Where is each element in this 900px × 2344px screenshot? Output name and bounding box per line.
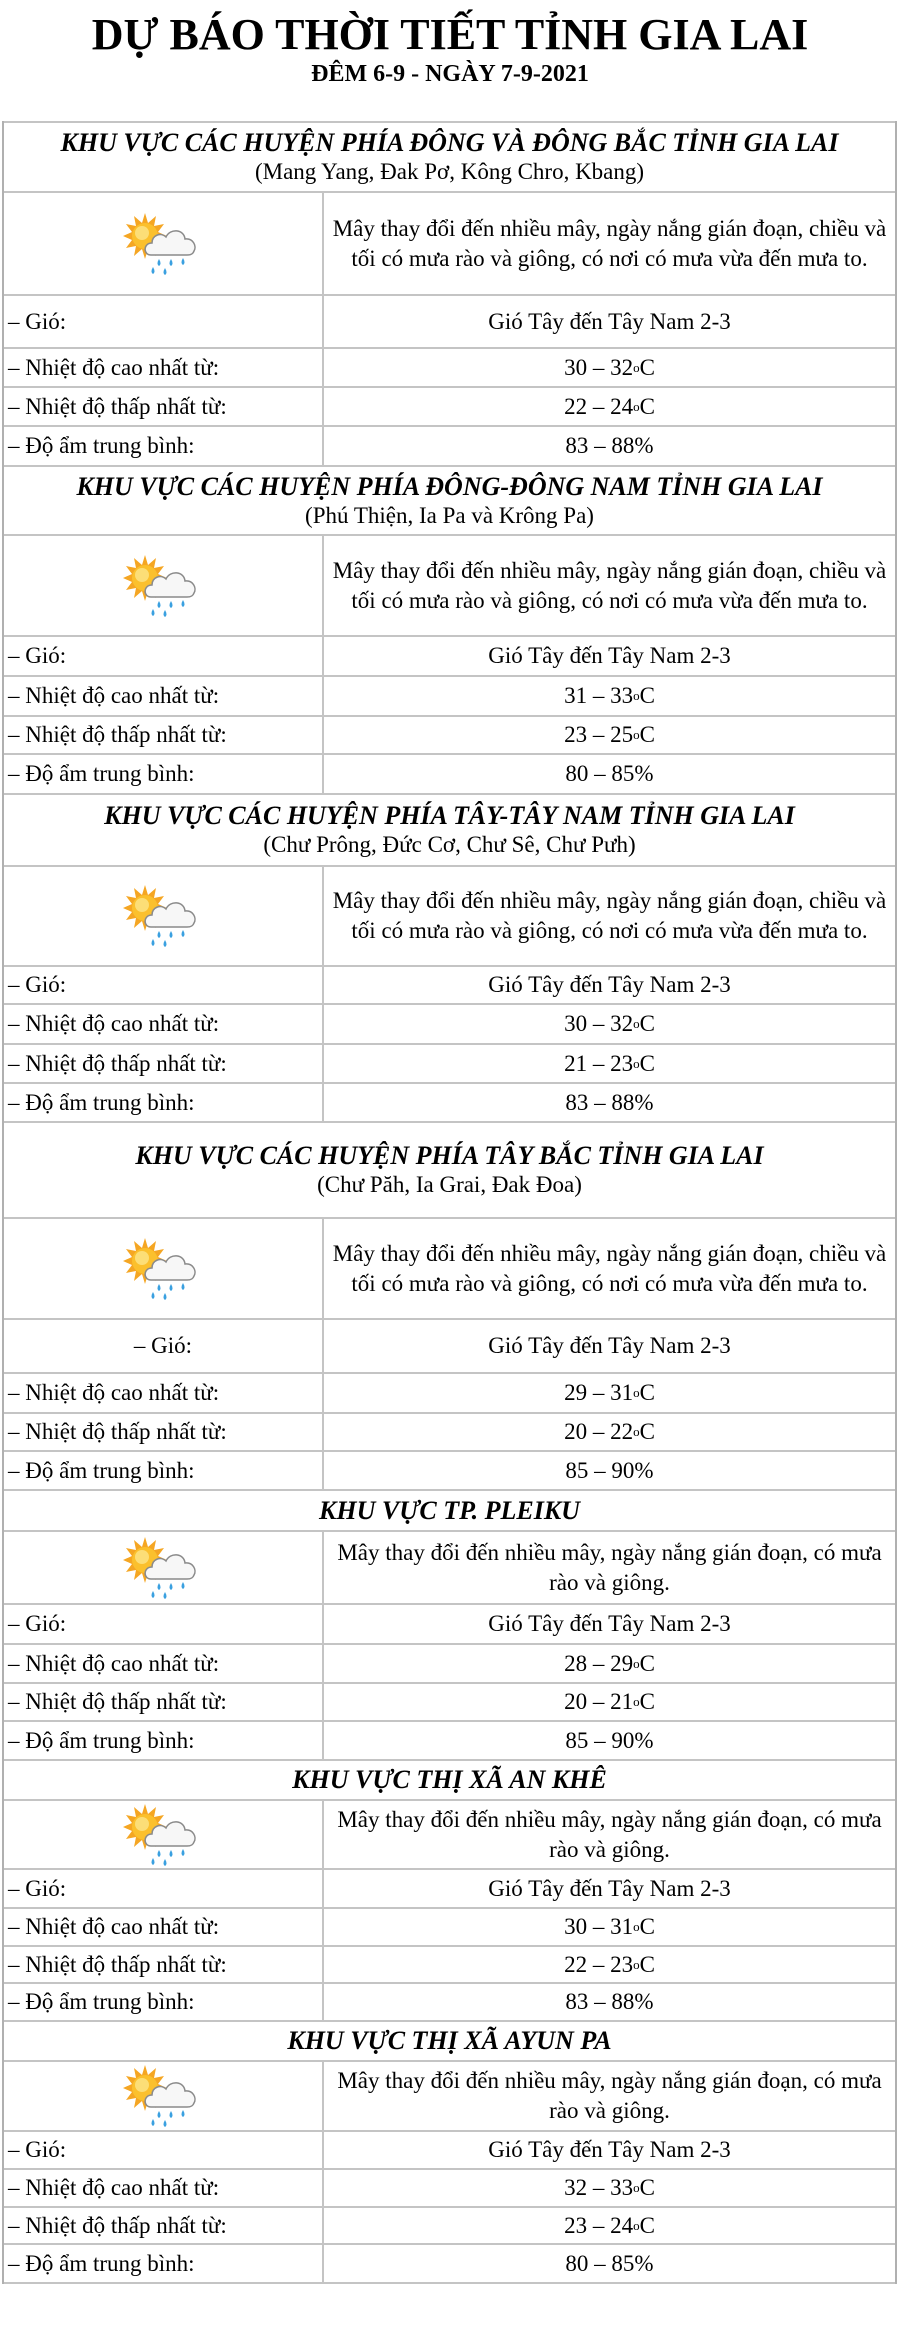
description-row — [4, 2060, 895, 2130]
humidity-label: – Độ ẩm trung bình: — [4, 427, 324, 465]
section-heading: KHU VỰC CÁC HUYỆN PHÍA ĐÔNG VÀ ĐÔNG BẮC TỈNH GIA LAI — [60, 128, 839, 157]
unit-celsius: C — [639, 1380, 655, 1405]
wind-row — [4, 965, 895, 1003]
humidity-cell — [324, 1452, 895, 1489]
weather-description: Mây thay đổi đến nhiều mây, ngày nắng gián đoạn, có mưa rào và giông. — [337, 1806, 882, 1862]
humidity-value: 80 – 85% — [565, 761, 654, 786]
humidity-value: 85 – 90% — [565, 1727, 654, 1753]
wind-value: Gió Tây đến Tây Nam 2-3 — [488, 308, 731, 334]
low-row — [4, 1412, 895, 1450]
wind-label: – Gió: — [4, 1320, 324, 1372]
unit-celsius: C — [639, 1650, 655, 1676]
high-cell: 30 – 32 o C — [324, 349, 895, 386]
unit-celsius: C — [639, 2212, 655, 2238]
humidity-cell — [324, 755, 895, 793]
humidity-value: 85 – 90% — [565, 1457, 654, 1483]
low-row — [4, 1682, 895, 1720]
high-cell: 30 – 31 o C — [324, 1909, 895, 1945]
weather-description: Mây thay đổi đến nhiều mây, ngày nắng gián đoạn, chiều và tối có mưa rào và giông, có nơi có mưa vừa đến mưa to. — [332, 557, 887, 613]
low-cell: 20 – 21 o C — [324, 1684, 895, 1720]
wind-cell — [324, 2132, 895, 2168]
description-row — [4, 865, 895, 965]
forecast-section — [2, 793, 897, 1123]
section-header — [4, 793, 895, 865]
low-cell: 22 – 23 o C — [324, 1947, 895, 1982]
low-value: 22 – 23 — [564, 1951, 634, 1977]
section-header — [4, 2020, 895, 2060]
low-value: 20 – 22 — [564, 1419, 634, 1444]
humidity-value: 83 – 88% — [565, 433, 654, 458]
unit-celsius: C — [639, 354, 655, 380]
unit-celsius: C — [639, 722, 655, 747]
humidity-label: – Độ ẩm trung bình: — [4, 2245, 324, 2282]
section-header — [4, 121, 895, 191]
section-header — [4, 1759, 895, 1799]
sun-cloud-rain-icon — [121, 1236, 205, 1302]
low-row — [4, 2206, 895, 2243]
unit-celsius: C — [639, 1011, 655, 1036]
high-row — [4, 2168, 895, 2206]
high-cell: 28 – 29 o C — [324, 1645, 895, 1682]
sun-cloud-rain-icon — [121, 211, 205, 277]
forecast-section — [2, 121, 897, 467]
unit-celsius: C — [639, 393, 655, 419]
low-label: – Nhiệt độ thấp nhất từ: — [4, 2208, 324, 2243]
section-heading: KHU VỰC TP. PLEIKU — [319, 1495, 580, 1525]
high-label: – Nhiệt độ cao nhất từ: — [4, 677, 324, 715]
humidity-value: 83 – 88% — [565, 1989, 654, 2014]
forecast-section — [2, 465, 897, 795]
low-value: 23 – 24 — [564, 2212, 634, 2238]
icon-cell — [4, 1219, 324, 1318]
wind-row — [4, 635, 895, 675]
page-subtitle: ĐÊM 6-9 - NGÀY 7-9-2021 — [311, 61, 589, 87]
high-row — [4, 347, 895, 386]
weather-description: Mây thay đổi đến nhiều mây, ngày nắng gián đoạn, chiều và tối có mưa rào và giông, có nơi có mưa vừa đến mưa to. — [332, 888, 887, 943]
description-row — [4, 1530, 895, 1603]
low-cell: 22 – 24 o C — [324, 388, 895, 425]
high-value: 28 – 29 — [564, 1650, 634, 1676]
humidity-label: – Độ ẩm trung bình: — [4, 1452, 324, 1489]
high-label: – Nhiệt độ cao nhất từ: — [4, 1005, 324, 1043]
wind-value: Gió Tây đến Tây Nam 2-3 — [488, 1611, 731, 1636]
humidity-value: 80 – 85% — [565, 2250, 654, 2276]
sun-cloud-rain-icon — [121, 883, 205, 949]
wind-row — [4, 1868, 895, 1907]
low-row — [4, 715, 895, 753]
high-label: – Nhiệt độ cao nhất từ: — [4, 1645, 324, 1682]
humidity-cell — [324, 2245, 895, 2282]
wind-cell — [324, 1320, 895, 1372]
wind-row — [4, 2130, 895, 2168]
wind-value: Gió Tây đến Tây Nam 2-3 — [488, 1875, 731, 1901]
low-row — [4, 1043, 895, 1082]
description-row — [4, 191, 895, 294]
unit-celsius: C — [639, 1419, 655, 1444]
high-cell: 29 – 31 o C — [324, 1374, 895, 1412]
humidity-value: 83 – 88% — [565, 1089, 654, 1115]
sun-cloud-rain-icon — [121, 1535, 205, 1601]
wind-cell — [324, 637, 895, 675]
high-row — [4, 1003, 895, 1043]
wind-cell — [324, 967, 895, 1003]
icon-cell — [4, 1532, 324, 1603]
low-row — [4, 386, 895, 425]
description-row — [4, 534, 895, 635]
high-label: – Nhiệt độ cao nhất từ: — [4, 1374, 324, 1412]
low-label: – Nhiệt độ thấp nhất từ: — [4, 1684, 324, 1720]
wind-label: – Gió: — [4, 296, 324, 347]
humidity-label: – Độ ẩm trung bình: — [4, 1084, 324, 1121]
icon-cell — [4, 1801, 324, 1868]
section-districts: (Mang Yang, Đak Pơ, Kông Chro, Kbang) — [254, 159, 645, 184]
high-cell: 30 – 32 o C — [324, 1005, 895, 1043]
humidity-label: – Độ ẩm trung bình: — [4, 755, 324, 793]
sun-cloud-rain-icon — [121, 553, 205, 619]
wind-cell — [324, 296, 895, 347]
humidity-cell — [324, 1722, 895, 1759]
low-value: 21 – 23 — [564, 1050, 634, 1076]
high-row — [4, 1907, 895, 1945]
low-label: – Nhiệt độ thấp nhất từ: — [4, 1947, 324, 1982]
unit-celsius: C — [639, 1951, 655, 1977]
section-header — [4, 1489, 895, 1530]
wind-value: Gió Tây đến Tây Nam 2-3 — [488, 643, 731, 668]
humidity-cell — [324, 1084, 895, 1121]
humidity-row — [4, 1982, 895, 2022]
wind-value: Gió Tây đến Tây Nam 2-3 — [488, 1333, 731, 1358]
low-label: – Nhiệt độ thấp nhất từ: — [4, 388, 324, 425]
humidity-row — [4, 753, 895, 795]
unit-celsius: C — [639, 1689, 655, 1714]
wind-label: – Gió: — [4, 1605, 324, 1643]
high-label: – Nhiệt độ cao nhất từ: — [4, 2170, 324, 2206]
low-cell: 23 – 25 o C — [324, 717, 895, 753]
icon-cell — [4, 193, 324, 294]
low-value: 23 – 25 — [564, 722, 634, 747]
low-label: – Nhiệt độ thấp nhất từ: — [4, 1414, 324, 1450]
humidity-row — [4, 1720, 895, 1761]
humidity-label: – Độ ẩm trung bình: — [4, 1722, 324, 1759]
high-cell: 32 – 33 o C — [324, 2170, 895, 2206]
weather-description: Mây thay đổi đến nhiều mây, ngày nắng gián đoạn, có mưa rào và giông. — [337, 1539, 882, 1595]
weather-description: Mây thay đổi đến nhiều mây, ngày nắng gián đoạn, chiều và tối có mưa rào và giông, có nơi có mưa vừa đến mưa to. — [332, 215, 887, 271]
weather-description: Mây thay đổi đến nhiều mây, ngày nắng gián đoạn, chiều và tối có mưa rào và giông, có nơi có mưa vừa đến mưa to. — [332, 1240, 887, 1296]
high-value: 30 – 32 — [564, 354, 634, 380]
high-value: 32 – 33 — [564, 2175, 634, 2200]
unit-celsius: C — [639, 1050, 655, 1076]
wind-value: Gió Tây đến Tây Nam 2-3 — [488, 972, 731, 997]
humidity-row — [4, 1450, 895, 1491]
humidity-cell — [324, 1984, 895, 2020]
low-label: – Nhiệt độ thấp nhất từ: — [4, 1045, 324, 1082]
sun-cloud-rain-icon — [121, 1802, 205, 1868]
icon-cell — [4, 2062, 324, 2130]
high-label: – Nhiệt độ cao nhất từ: — [4, 1909, 324, 1945]
section-heading: KHU VỰC THỊ XÃ AN KHÊ — [292, 1765, 607, 1794]
section-districts: (Chư Prông, Đức Cơ, Chư Sê, Chư Pưh) — [263, 832, 636, 857]
high-value: 29 – 31 — [564, 1380, 634, 1405]
description-row — [4, 1799, 895, 1868]
icon-cell — [4, 867, 324, 965]
unit-celsius: C — [639, 683, 655, 708]
wind-cell — [324, 1605, 895, 1643]
unit-celsius: C — [639, 1914, 655, 1939]
section-districts: (Phú Thiện, Ia Pa và Krông Pa) — [305, 502, 594, 528]
humidity-cell — [324, 427, 895, 465]
high-value: 30 – 31 — [564, 1914, 634, 1939]
section-heading: KHU VỰC CÁC HUYỆN PHÍA ĐÔNG-ĐÔNG NAM TỈNH GIA LAI — [76, 471, 823, 501]
low-value: 22 – 24 — [564, 393, 634, 419]
wind-label: – Gió: — [4, 637, 324, 675]
wind-row — [4, 1603, 895, 1643]
low-cell: 23 – 24 o C — [324, 2208, 895, 2243]
wind-label: – Gió: — [4, 2132, 324, 2168]
wind-row — [4, 1318, 895, 1372]
low-cell: 21 – 23 o C — [324, 1045, 895, 1082]
low-value: 20 – 21 — [564, 1689, 634, 1714]
high-cell: 31 – 33 o C — [324, 677, 895, 715]
low-cell: 20 – 22 o C — [324, 1414, 895, 1450]
section-header — [4, 1121, 895, 1217]
wind-cell — [324, 1870, 895, 1907]
high-row — [4, 1643, 895, 1682]
wind-label: – Gió: — [4, 967, 324, 1003]
forecast-section — [2, 2020, 897, 2284]
high-row — [4, 1372, 895, 1412]
humidity-label: – Độ ẩm trung bình: — [4, 1984, 324, 2020]
weather-description: Mây thay đổi đến nhiều mây, ngày nắng gián đoạn, có mưa rào và giông. — [337, 2068, 882, 2123]
humidity-row — [4, 425, 895, 467]
section-heading: KHU VỰC CÁC HUYỆN PHÍA TÂY BẮC TỈNH GIA LAI — [135, 1141, 764, 1170]
forecast-section — [2, 1489, 897, 1761]
low-label: – Nhiệt độ thấp nhất từ: — [4, 717, 324, 753]
forecast-section — [2, 1121, 897, 1491]
section-districts: (Chư Păh, Ia Grai, Đak Đoa) — [317, 1172, 582, 1197]
high-label: – Nhiệt độ cao nhất từ: — [4, 349, 324, 386]
low-row — [4, 1945, 895, 1982]
forecast-section — [2, 1759, 897, 2022]
humidity-row — [4, 1082, 895, 1123]
description-row — [4, 1217, 895, 1318]
wind-label: – Gió: — [4, 1870, 324, 1907]
wind-row — [4, 294, 895, 347]
icon-cell — [4, 536, 324, 635]
section-heading: KHU VỰC CÁC HUYỆN PHÍA TÂY-TÂY NAM TỈNH GIA LAI — [104, 801, 795, 830]
section-heading: KHU VỰC THỊ XÃ AYUN PA — [287, 2026, 612, 2055]
section-header — [4, 465, 895, 534]
high-value: 31 – 33 — [564, 683, 634, 708]
humidity-row — [4, 2243, 895, 2284]
page-title: DỰ BÁO THỜI TIẾT TỈNH GIA LAI — [91, 10, 809, 59]
sun-cloud-rain-icon — [121, 2063, 205, 2129]
high-row — [4, 675, 895, 715]
high-value: 30 – 32 — [564, 1011, 634, 1036]
unit-celsius: C — [639, 2175, 655, 2200]
wind-value: Gió Tây đến Tây Nam 2-3 — [488, 2137, 731, 2162]
